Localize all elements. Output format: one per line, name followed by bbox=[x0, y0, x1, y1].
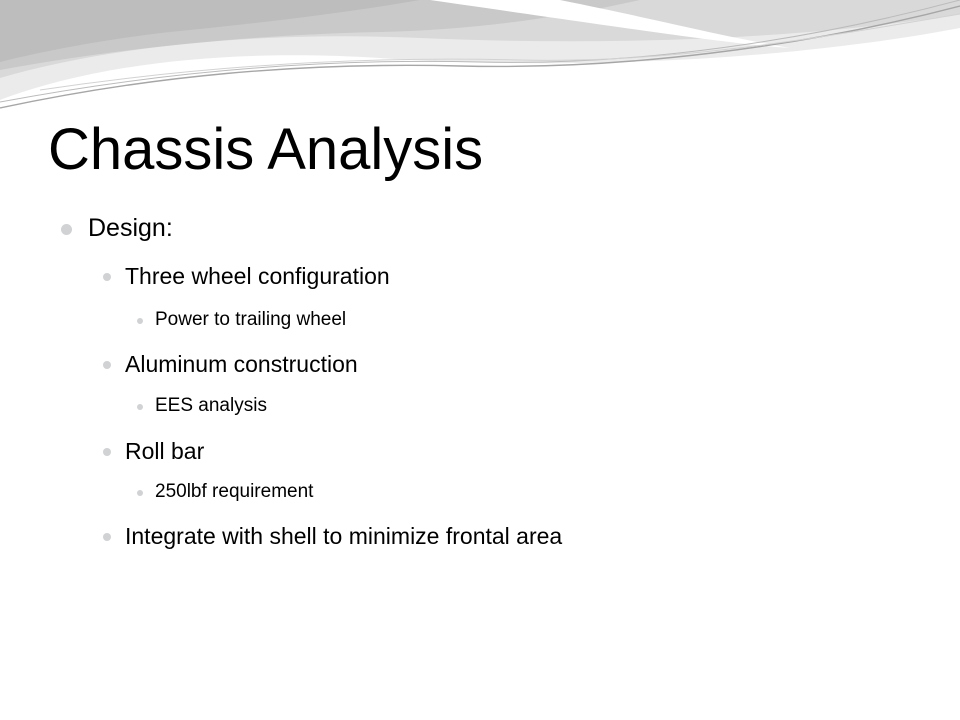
slide-title: Chassis Analysis bbox=[48, 117, 484, 182]
bullet-dot-icon bbox=[137, 490, 143, 496]
bullet-integrate: Integrate with shell to minimize frontal area bbox=[125, 523, 563, 549]
bullet-ees: EES analysis bbox=[155, 395, 267, 416]
bullet-three-wheel: Three wheel configuration bbox=[125, 263, 390, 289]
bullet-power: Power to trailing wheel bbox=[155, 309, 347, 330]
bullet-dot-icon bbox=[103, 533, 111, 541]
bullet-dot-icon bbox=[61, 224, 72, 235]
bullet-dot-icon bbox=[103, 273, 111, 281]
bullet-roll-bar: Roll bar bbox=[125, 438, 205, 464]
bullet-dot-icon bbox=[137, 318, 143, 324]
bullet-design: Design: bbox=[88, 214, 173, 242]
bullet-dot-icon bbox=[103, 448, 111, 456]
bullet-dot-icon bbox=[137, 404, 143, 410]
bullet-aluminum: Aluminum construction bbox=[125, 351, 358, 377]
bullet-requirement: 250lbf requirement bbox=[155, 481, 314, 502]
bullet-dot-icon bbox=[103, 361, 111, 369]
